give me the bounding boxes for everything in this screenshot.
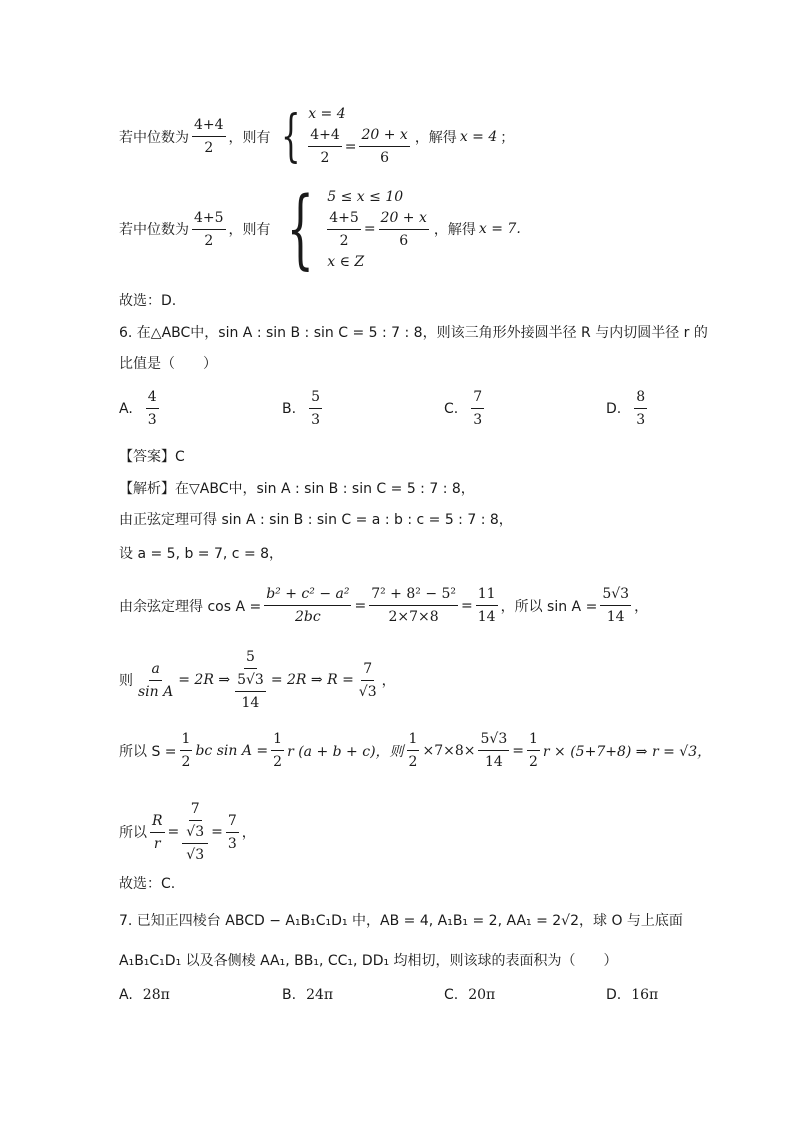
q6-option-c[interactable]: C. $\frac{7}{3}$ [444, 389, 483, 428]
text-mid: ，则有 [228, 222, 271, 238]
text-suffix: ，解得 [433, 222, 476, 238]
analysis-line-4: 由余弦定理得 cos A = $\frac{\text{b² + c² − a²}}{2bc}$ = $\frac{\text{7² + 8² − 5²}}{2\times 7\times 8}$ = $\frac{11}{14}$ ，所以 sin A = $\frac{5√3}{14}$ ， [119, 586, 649, 625]
q7-option-b[interactable]: B. 24π [282, 987, 334, 1003]
analysis-line-3: 设 a = 5, b = 7, c = 8， [119, 546, 284, 562]
q6-option-a[interactable]: A. $\frac{4}{3}$ [119, 389, 157, 428]
left-brace-icon: { [286, 179, 314, 279]
text-prefix: 若中位数为 [119, 129, 189, 146]
equation-system: { x = 4 $\frac{4+4}{2}$ = $\frac{20 + x}{6}$ [280, 103, 408, 169]
analysis-line-5: 则 $\frac{a}{\text{sin A}}$ = 2R ⇒ $\frac{5}{\frac{5√3}{14}}$ = 2R ⇒ R = $\frac{7}{√3}$ ， [119, 649, 396, 711]
fraction: $\frac{4+4}{2}$ [194, 117, 224, 156]
q6-stem-line1: 6. 在△ABC中，sin A : sin B : sin C = 5 : 7 : 8，则该三角形外接圆半径 R 与内切圆半径 r 的 [119, 325, 708, 341]
median-case-2 [119, 179, 521, 279]
analysis-line-6: 所以 S = $\frac{1}{2}$ bc sin A = $\frac{1}{2}$ r (a + b + c)，则 $\frac{1}{2}$ ×7×8× $\frac{5√3}{14}$ = $\frac{1}{2}$ r × (5+7+8) ⇒ r = √3， [119, 731, 712, 770]
left-brace-icon: { [280, 103, 301, 169]
q7-stem-line2: A₁B₁C₁D₁ 以及各侧棱 AA₁, BB₁, CC₁, DD₁ 均相切，则该球的表面积为（ ） [119, 953, 618, 969]
q7-option-a[interactable]: A. 28π [119, 987, 170, 1003]
equation-system: { 5 ≤ x ≤ 10 $\frac{4+5}{2}$ = $\frac{20 + x}{6}$ x ∈ Z [286, 179, 427, 279]
q6-option-d[interactable]: D. $\frac{8}{3}$ [606, 389, 646, 428]
text-suffix: ，解得 [414, 129, 457, 146]
answer-line: 【答案】C [119, 449, 185, 465]
q6-stem-line2: 比值是（ ） [119, 356, 217, 372]
result: x = 7. [478, 221, 521, 237]
choose-line-1: 故选：D. [119, 293, 177, 309]
analysis-line-1: 【解析】在▽ABC中，sin A : sin B : sin C = 5 : 7 : 8， [119, 481, 475, 497]
text-mid: ，则有 [228, 129, 271, 146]
fraction: $\frac{4+5}{2}$ [194, 209, 224, 249]
median-case-1: 若中位数为 $\frac{4+4}{2}$ ，则有 { x = 4 $\frac{4+4}{2}$ = $\frac{20 + x}{6}$ ，解得 x = 4 ； [119, 103, 515, 169]
analysis-line-7: 所以 $\frac{R}{r}$ = $\frac{\frac{7}{√3}}{√3}$ = $\frac{7}{3}$ ， [119, 801, 256, 863]
result: x = 4 [459, 128, 498, 145]
q6-option-b[interactable]: B. $\frac{5}{3}$ [282, 389, 320, 428]
q7-stem-line1: 7. 已知正四棱台 ABCD − A₁B₁C₁D₁ 中，AB = 4, A₁B₁ = 2, AA₁ = 2√2，球 O 与上底面 [119, 913, 683, 929]
choose-line-2: 故选：C. [119, 876, 176, 892]
analysis-line-2: 由正弦定理可得 sin A : sin B : sin C = a : b : c = 5 : 7 : 8， [119, 512, 513, 528]
q7-option-c[interactable]: C. 20π [444, 987, 496, 1003]
text-prefix: 若中位数为 [119, 222, 189, 238]
q7-option-d[interactable]: D. 16π [606, 987, 659, 1003]
